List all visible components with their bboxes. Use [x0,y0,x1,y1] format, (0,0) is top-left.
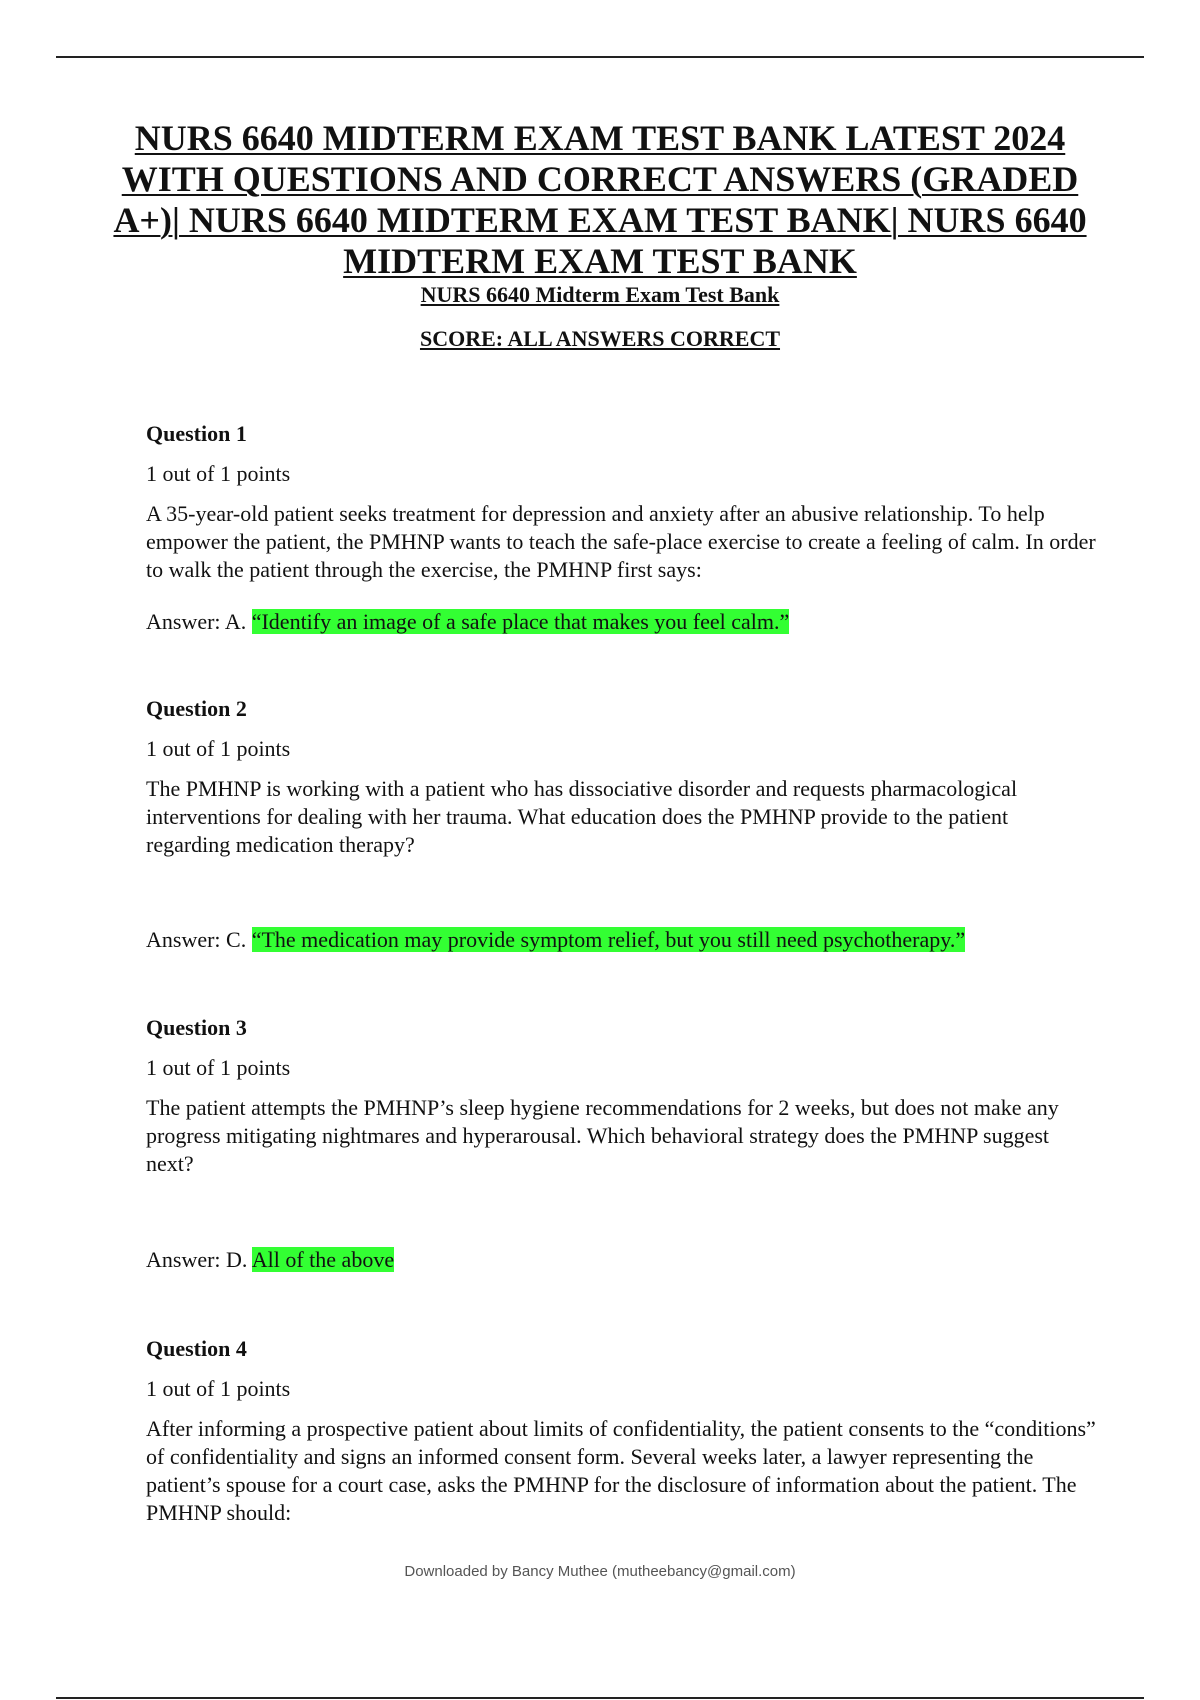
bottom-divider [56,1697,1144,1699]
question-heading: Question 2 [146,696,247,721]
document-title: NURS 6640 MIDTERM EXAM TEST BANK LATEST 2024 WITH QUESTIONS AND CORRECT ANSWERS (GRADED A+)| NURS 6640 MIDTERM EXAM TEST BANK| NURS 6640 MIDTERM EXAM TEST BANK [113,118,1087,281]
answer-prefix: Answer: D. [146,1247,248,1272]
answer-highlight: “The medication may provide symptom relief, but you still need psychotherapy.” [251,927,966,952]
answer-prefix: Answer: A. [146,609,247,634]
document-subtitle: NURS 6640 Midterm Exam Test Bank [420,282,780,307]
score-line: SCORE: ALL ANSWERS CORRECT [419,326,781,351]
answer-highlight: All of the above [251,1247,395,1272]
answer-line [146,926,965,954]
title-block [100,118,1100,352]
top-divider [56,56,1144,58]
question-heading: Question 4 [146,1336,247,1361]
question-points: 1 out of 1 points [146,1055,291,1080]
download-footer: Downloaded by Bancy Muthee (mutheebancy@gmail.com) [404,1563,796,1580]
question-4 [146,1335,1096,1527]
question-text: The patient attempts the PMHNP’s sleep hygiene recommendations for 2 weeks, but does not make any progress mitigating nightmares and hyperarousal. Which behavioral strategy does the PMHNP suggest next? [146,1095,1059,1176]
question-points: 1 out of 1 points [146,1376,291,1401]
question-2 [146,695,1096,952]
answer-line [146,608,789,636]
question-text: A 35-year-old patient seeks treatment for depression and anxiety after an abusive relationship. To help empower the patient, the PMHNP wants to teach the safe-place exercise to create a feeling of calm. In order to walk the patient through the exercise, the PMHNP first says: [146,501,1096,582]
question-text: The PMHNP is working with a patient who has dissociative disorder and requests pharmacological interventions for dealing with her trauma. What education does the PMHNP provide to the patient regarding medication therapy? [146,776,1018,857]
question-points: 1 out of 1 points [146,461,291,486]
question-heading: Question 1 [146,421,247,446]
question-text: After informing a prospective patient about limits of confidentiality, the patient consents to the “conditions” of confidentiality and signs an informed consent form. Several weeks later, a lawyer representing the patient’s spouse for a court case, asks the PMHNP for the disclosure of information about the patient. The PMHNP should: [146,1416,1096,1525]
question-3 [146,1014,1096,1272]
answer-line [146,1246,394,1274]
answer-highlight: “Identify an image of a safe place that makes you feel calm.” [251,609,790,634]
question-heading: Question 3 [146,1015,247,1040]
question-1 [146,420,1096,634]
answer-prefix: Answer: C. [146,927,247,952]
question-points: 1 out of 1 points [146,736,291,761]
